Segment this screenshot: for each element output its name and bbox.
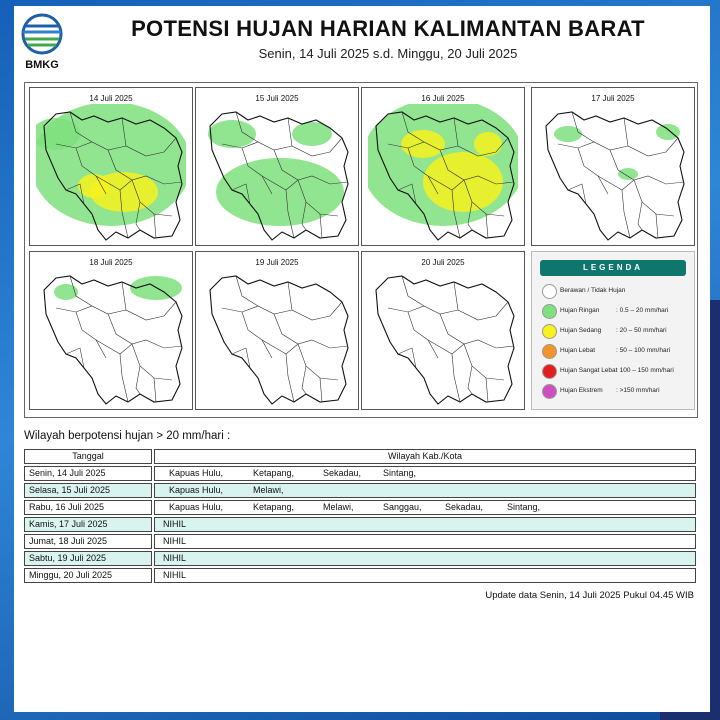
rain-area bbox=[78, 174, 110, 198]
region-name: Sekadau, bbox=[445, 502, 484, 512]
legend-range: : >150 mm/hari bbox=[616, 387, 660, 394]
map-panel-day-7 bbox=[361, 251, 525, 410]
row-date-text: Senin, 14 Juli 2025 bbox=[29, 468, 106, 478]
table-row bbox=[24, 534, 696, 548]
legend-swatch bbox=[542, 324, 557, 339]
regency-border bbox=[298, 344, 338, 380]
map-panel-day-4 bbox=[531, 87, 695, 246]
regency-border bbox=[108, 314, 182, 348]
rain-area bbox=[554, 126, 582, 142]
legend-name: Hujan Lebat bbox=[560, 347, 596, 354]
legend-name: Berawan / Tidak Hujan bbox=[560, 287, 626, 294]
col-header-region: Wilayah Kab./Kota bbox=[154, 449, 696, 464]
row-regions bbox=[154, 534, 696, 549]
rain-map bbox=[368, 268, 518, 405]
map-panel-day-5 bbox=[29, 251, 193, 410]
col-header-date: Tanggal bbox=[24, 449, 152, 464]
rain-area bbox=[474, 132, 502, 156]
row-date bbox=[24, 534, 152, 549]
rain-overlay bbox=[36, 104, 186, 226]
rain-area bbox=[208, 120, 256, 148]
region-name: NIHIL bbox=[163, 536, 187, 546]
region-name: Kapuas Hulu, bbox=[169, 485, 224, 495]
region-name: Sanggau, bbox=[383, 502, 422, 512]
province-outline bbox=[210, 276, 348, 404]
row-date-text: Minggu, 20 Juli 2025 bbox=[29, 570, 113, 580]
rain-overlay bbox=[54, 276, 182, 300]
regency-border bbox=[638, 202, 642, 230]
regency-border bbox=[236, 276, 258, 306]
region-name: Sintang, bbox=[507, 502, 541, 512]
regency-border bbox=[262, 340, 298, 354]
rain-area bbox=[618, 168, 638, 180]
region-name: NIHIL bbox=[163, 553, 187, 563]
region-name: Kapuas Hulu, bbox=[169, 502, 224, 512]
region-name: Sintang, bbox=[383, 468, 417, 478]
regency-border bbox=[464, 344, 504, 380]
logo-text: BMKG bbox=[25, 59, 59, 71]
rain-area bbox=[216, 158, 344, 226]
map-panel-day-1 bbox=[29, 87, 193, 246]
region-name: Ketapang, bbox=[253, 468, 295, 478]
province-outline bbox=[376, 276, 514, 404]
regency-border bbox=[388, 306, 458, 314]
row-regions bbox=[154, 500, 696, 515]
rain-overlay bbox=[368, 104, 518, 226]
row-date bbox=[24, 551, 152, 566]
map-date-label: 20 Juli 2025 bbox=[421, 258, 465, 267]
table-row bbox=[24, 517, 696, 531]
row-date-text: Jumat, 18 Juli 2025 bbox=[29, 536, 108, 546]
regency-border bbox=[274, 314, 348, 348]
regency-border bbox=[486, 214, 488, 238]
regency-border bbox=[454, 282, 508, 320]
table-row bbox=[24, 568, 696, 582]
legend-name: Hujan Ringan bbox=[560, 307, 600, 314]
regency-border bbox=[656, 214, 658, 238]
row-date bbox=[24, 568, 152, 583]
regency-border bbox=[468, 366, 472, 394]
rain-overlay bbox=[208, 120, 344, 226]
rain-map bbox=[36, 268, 186, 405]
rain-map bbox=[368, 104, 518, 241]
rain-area bbox=[54, 284, 78, 300]
map-date-label: 15 Juli 2025 bbox=[255, 94, 299, 103]
row-regions bbox=[154, 483, 696, 498]
row-date-text: Selasa, 15 Juli 2025 bbox=[29, 485, 111, 495]
bmkg-logo bbox=[18, 12, 66, 76]
table-row bbox=[24, 483, 696, 497]
row-regions bbox=[154, 466, 696, 481]
legend-swatch bbox=[542, 384, 557, 399]
regency-border bbox=[154, 214, 156, 238]
region-name: Melawi, bbox=[323, 502, 354, 512]
regency-border bbox=[120, 354, 128, 402]
legend-range: : 100 – 150 mm/hari bbox=[616, 367, 674, 374]
regency-border bbox=[288, 282, 342, 320]
row-date-text: Sabtu, 19 Juli 2025 bbox=[29, 553, 107, 563]
map-date-label: 14 Juli 2025 bbox=[89, 94, 133, 103]
regency-border bbox=[452, 354, 460, 402]
regency-border bbox=[622, 190, 630, 238]
legend bbox=[531, 251, 695, 410]
legend-swatch bbox=[542, 304, 557, 319]
row-date bbox=[24, 466, 152, 481]
regency-border bbox=[132, 344, 172, 380]
regency-border bbox=[56, 306, 126, 314]
region-name: Kapuas Hulu, bbox=[169, 468, 224, 478]
legend-swatch bbox=[542, 284, 557, 299]
region-name: NIHIL bbox=[163, 570, 187, 580]
region-name: Sekadau, bbox=[323, 468, 362, 478]
regency-border bbox=[302, 366, 306, 394]
regency-border bbox=[558, 142, 628, 150]
table-row bbox=[24, 500, 696, 514]
legend-range: : 0.5 – 20 mm/hari bbox=[616, 307, 669, 314]
map-panel-day-6 bbox=[195, 251, 359, 410]
rain-map bbox=[202, 268, 352, 405]
row-regions bbox=[154, 517, 696, 532]
legend-name: Hujan Sedang bbox=[560, 327, 602, 334]
region-name: Melawi, bbox=[253, 485, 284, 495]
page-title: POTENSI HUJAN HARIAN KALIMANTAN BARAT bbox=[131, 16, 645, 41]
rain-area bbox=[656, 124, 680, 140]
row-date bbox=[24, 517, 152, 532]
table-row bbox=[24, 466, 696, 480]
map-date-label: 17 Juli 2025 bbox=[591, 94, 635, 103]
rain-overlay bbox=[554, 124, 680, 180]
row-date bbox=[24, 500, 152, 515]
row-date-text: Kamis, 17 Juli 2025 bbox=[29, 519, 108, 529]
bmkg-logo-emblem-icon bbox=[18, 12, 66, 58]
map-date-label: 16 Juli 2025 bbox=[421, 94, 465, 103]
regency-border bbox=[402, 276, 424, 306]
legend-name: Hujan Sangat Lebat bbox=[560, 367, 618, 374]
legend-swatch bbox=[542, 364, 557, 379]
page-subtitle: Senin, 14 Juli 2025 s.d. Minggu, 20 Juli 2025 bbox=[258, 46, 518, 61]
regency-border bbox=[486, 378, 488, 402]
regency-border bbox=[610, 150, 684, 184]
regency-border bbox=[320, 378, 322, 402]
regency-border bbox=[222, 306, 292, 314]
map-panel-day-2 bbox=[195, 87, 359, 246]
rain-map bbox=[36, 104, 186, 241]
row-date-text: Rabu, 16 Juli 2025 bbox=[29, 502, 105, 512]
legend-name: Hujan Ekstrem bbox=[560, 387, 603, 394]
regency-border bbox=[440, 314, 514, 348]
regency-border bbox=[96, 340, 132, 354]
region-name: NIHIL bbox=[163, 519, 187, 529]
legend-range: : 20 – 50 mm/hari bbox=[616, 327, 667, 334]
row-regions bbox=[154, 568, 696, 583]
legend-title: LEGENDA bbox=[540, 260, 686, 276]
rain-map bbox=[538, 104, 688, 241]
legend-swatch bbox=[542, 344, 557, 359]
update-note: Update data Senin, 14 Juli 2025 Pukul 04.45 WIB bbox=[485, 590, 694, 601]
map-panel-day-3 bbox=[361, 87, 525, 246]
rain-area bbox=[401, 130, 445, 158]
regency-border bbox=[286, 354, 294, 402]
regency-border bbox=[136, 366, 140, 394]
regency-border bbox=[154, 378, 156, 402]
region-name: Ketapang, bbox=[253, 502, 295, 512]
legend-range: : 50 – 100 mm/hari bbox=[616, 347, 671, 354]
rain-map bbox=[202, 104, 352, 241]
table-heading: Wilayah berpotensi hujan > 20 mm/hari : bbox=[24, 430, 231, 442]
map-date-label: 18 Juli 2025 bbox=[89, 258, 133, 267]
regency-border bbox=[428, 340, 464, 354]
row-date bbox=[24, 483, 152, 498]
map-grid bbox=[24, 82, 698, 418]
map-date-label: 19 Juli 2025 bbox=[255, 258, 299, 267]
table-row bbox=[24, 551, 696, 565]
regency-border bbox=[634, 180, 674, 216]
table-header-row bbox=[24, 449, 696, 463]
row-regions bbox=[154, 551, 696, 566]
